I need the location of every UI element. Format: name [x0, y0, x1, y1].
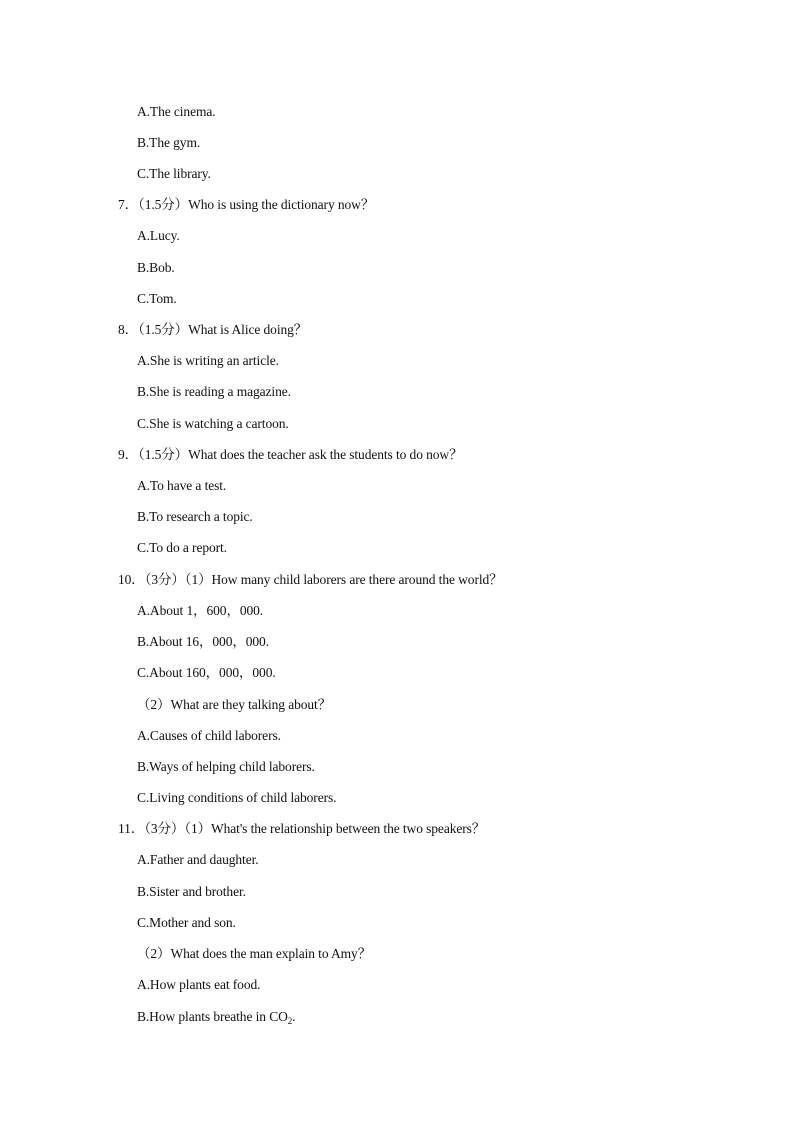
q11-2-option-b-text: B.How plants breathe in CO: [137, 1009, 288, 1024]
q10-1-option-a: A.About 1，600，000.: [137, 603, 264, 618]
q10-2-option-b: B.Ways of helping child laborers.: [137, 759, 315, 774]
q11-1-option-c: C.Mother and son.: [137, 915, 236, 930]
q9-option-c: C.To do a report.: [137, 540, 227, 555]
q9-option-b: B.To research a topic.: [137, 509, 253, 524]
q6-option-a: A.The cinema.: [137, 104, 216, 119]
q7-option-b: B.Bob.: [137, 260, 175, 275]
q10-1-option-b: B.About 16，000，000.: [137, 634, 269, 649]
q11-sub-question-2: （2）What does the man explain to Amy？: [137, 946, 372, 961]
q7-stem: 7．（1.5分）Who is using the dictionary now？: [118, 197, 375, 212]
q9-option-a: A.To have a test.: [137, 478, 227, 493]
q10-1-option-c: C.About 160，000，000.: [137, 665, 276, 680]
q8-stem: 8．（1.5分）What is Alice doing？: [118, 322, 308, 337]
q11-1-option-b: B.Sister and brother.: [137, 884, 246, 899]
q11-2-option-a: A.How plants eat food.: [137, 977, 261, 992]
q8-option-a: A.She is writing an article.: [137, 353, 279, 368]
q7-option-a: A.Lucy.: [137, 228, 180, 243]
q11-2-option-b-period: .: [292, 1009, 296, 1024]
q11-1-option-a: A.Father and daughter.: [137, 852, 259, 867]
q11-stem: 11．（3分）（1）What's the relationship between the two speakers？: [118, 821, 486, 836]
q11-2-option-b: [137, 1009, 295, 1025]
q7-option-c: C.Tom.: [137, 291, 177, 306]
q6-option-c: C.The library.: [137, 166, 211, 181]
q10-2-option-a: A.Causes of child laborers.: [137, 728, 281, 743]
q10-stem: 10．（3分）（1）How many child laborers are there around the world？: [118, 572, 503, 587]
q9-stem: 9．（1.5分）What does the teacher ask the students to do now？: [118, 447, 463, 462]
q11-2-option-b-subscript: 2: [287, 1016, 293, 1026]
q6-option-b: B.The gym.: [137, 135, 201, 150]
q10-2-option-c: C.Living conditions of child laborers.: [137, 790, 337, 805]
q8-option-c: C.She is watching a cartoon.: [137, 416, 289, 431]
q8-option-b: B.She is reading a magazine.: [137, 384, 291, 399]
q10-sub-question-2: （2）What are they talking about？: [137, 697, 332, 712]
